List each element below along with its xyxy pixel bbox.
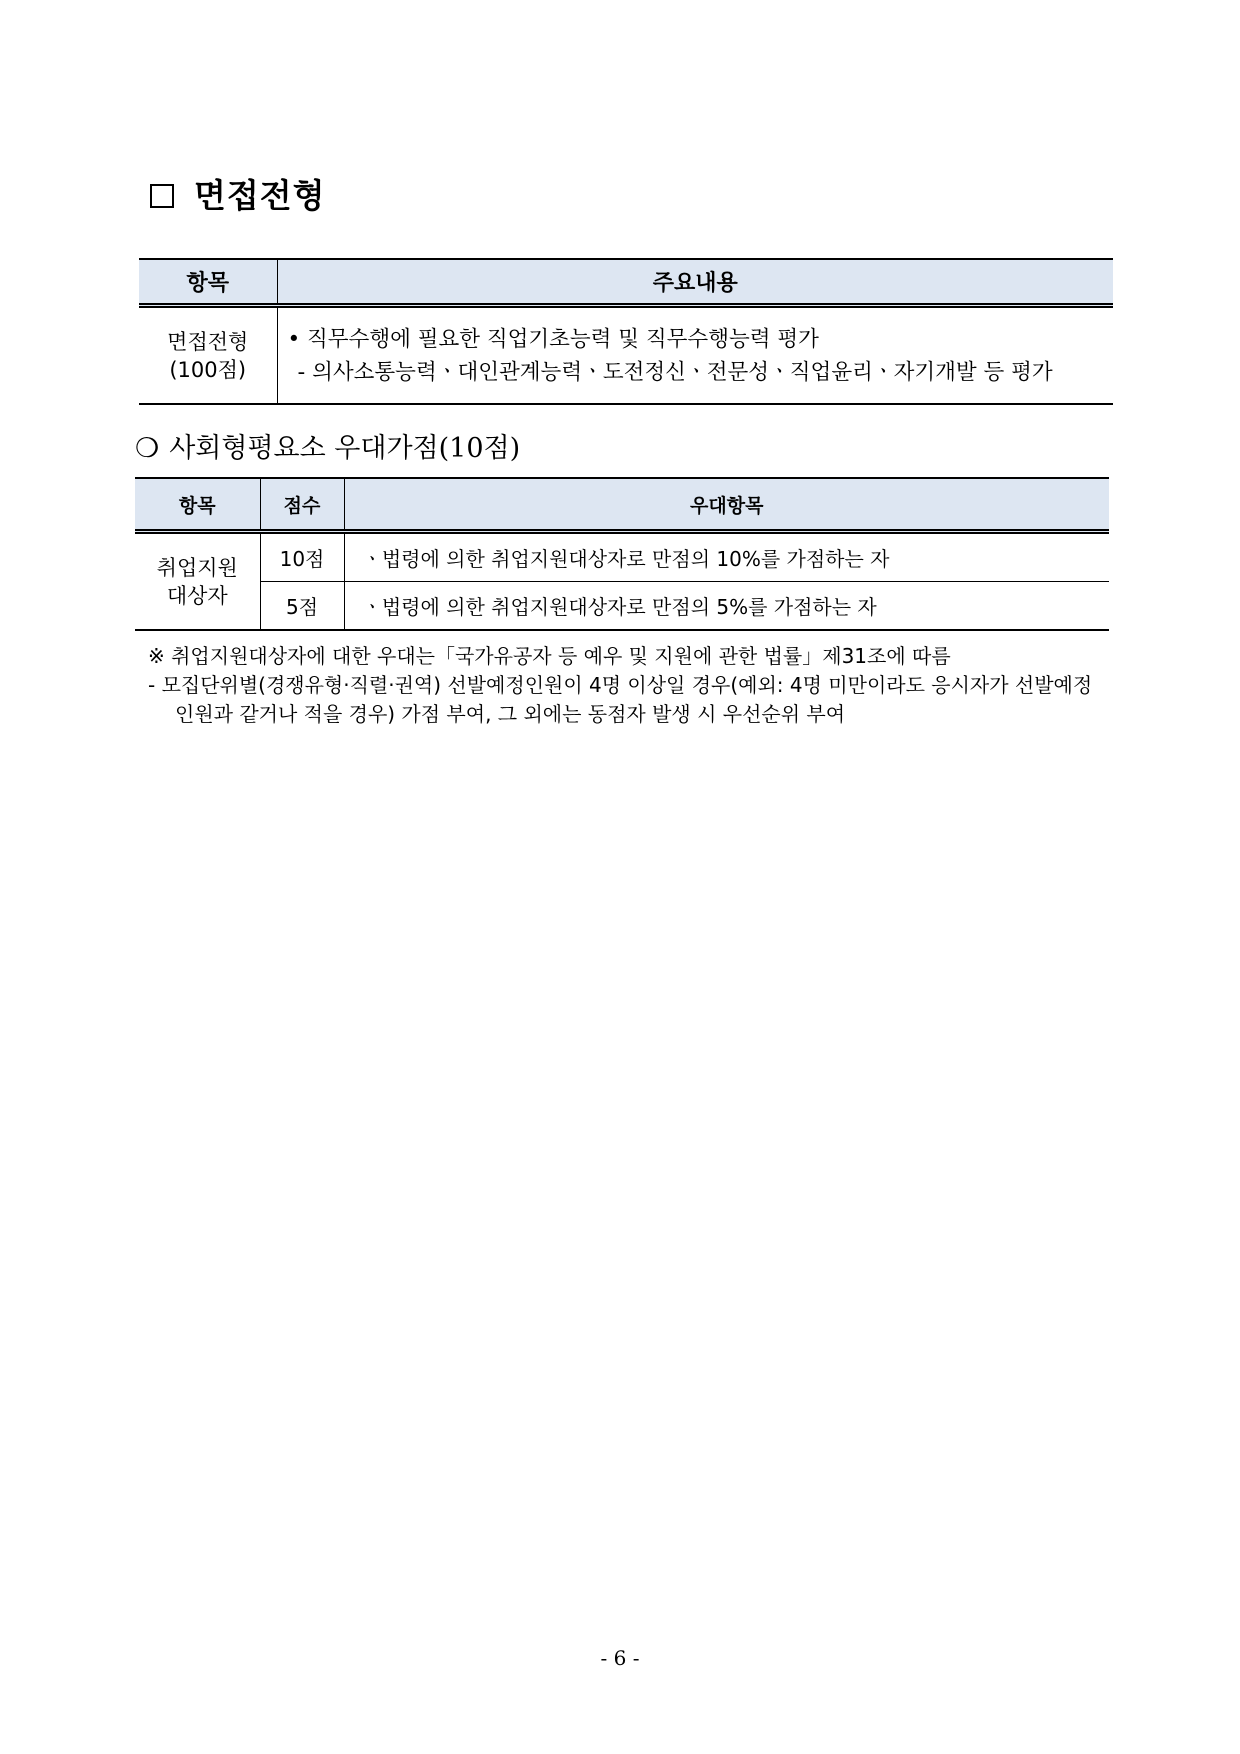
notes (148, 642, 1118, 729)
bonus-category-cell (135, 532, 260, 631)
header-item: 항목 (135, 478, 260, 532)
category-line: 대상자 (166, 583, 228, 608)
section-heading (150, 170, 326, 217)
circle-outline-icon: ❍ (135, 433, 160, 464)
category-label: 면접전형 (167, 329, 249, 354)
bonus-heading (135, 426, 520, 465)
bonus-item-cell: ㆍ법령에 의한 취업지원대상자로 만점의 5%를 가점하는 자 (344, 582, 1109, 631)
header-main-content: 주요내용 (277, 259, 1113, 306)
header-score: 점수 (260, 478, 344, 532)
content-bullet: • 직무수행에 필요한 직업기초능력 및 직무수행능력 평가 (287, 326, 819, 352)
section-title: 면접전형 (194, 176, 326, 215)
header-item: 항목 (139, 259, 277, 306)
interview-table (139, 258, 1113, 405)
header-bonus-item: 우대항목 (344, 478, 1109, 532)
score-cell: 10점 (260, 532, 344, 582)
table-row (135, 532, 1109, 582)
category-line: 취업지원 (156, 555, 238, 580)
content-sub-item: - 의사소통능력ㆍ대인관계능력ㆍ도전정신ㆍ전문성ㆍ직업윤리ㆍ자기개발 등 평가 (297, 359, 1053, 385)
note-detail-continued: 인원과 같거나 적을 경우) 가점 부여, 그 외에는 동점자 발생 시 우선순위 부여 (175, 702, 846, 726)
interview-content-cell (277, 306, 1113, 405)
table-row (139, 306, 1113, 405)
bonus-table (135, 477, 1109, 631)
bonus-item-cell: ㆍ법령에 의한 취업지원대상자로 만점의 10%를 가점하는 자 (344, 532, 1109, 582)
table-header-row (135, 478, 1109, 532)
note-detail: - 모집단위별(경쟁유형·직렬·권역) 선발예정인원이 4명 이상일 경우(예외: 4명 미만이라도 응시자가 선발예정 (148, 673, 1093, 697)
page-number: - 6 - (600, 1646, 640, 1670)
table-header-row (139, 259, 1113, 306)
bonus-title: 사회형평요소 우대가점(10점) (169, 433, 521, 464)
category-score: (100점) (169, 357, 247, 382)
interview-category-cell (139, 306, 277, 405)
note-reference: ※ 취업지원대상자에 대한 우대는「국가유공자 등 예우 및 지원에 관한 법률」제31조에 따름 (148, 644, 951, 668)
score-cell: 5점 (260, 582, 344, 631)
square-outline-icon (150, 184, 174, 208)
table-row (135, 582, 1109, 631)
